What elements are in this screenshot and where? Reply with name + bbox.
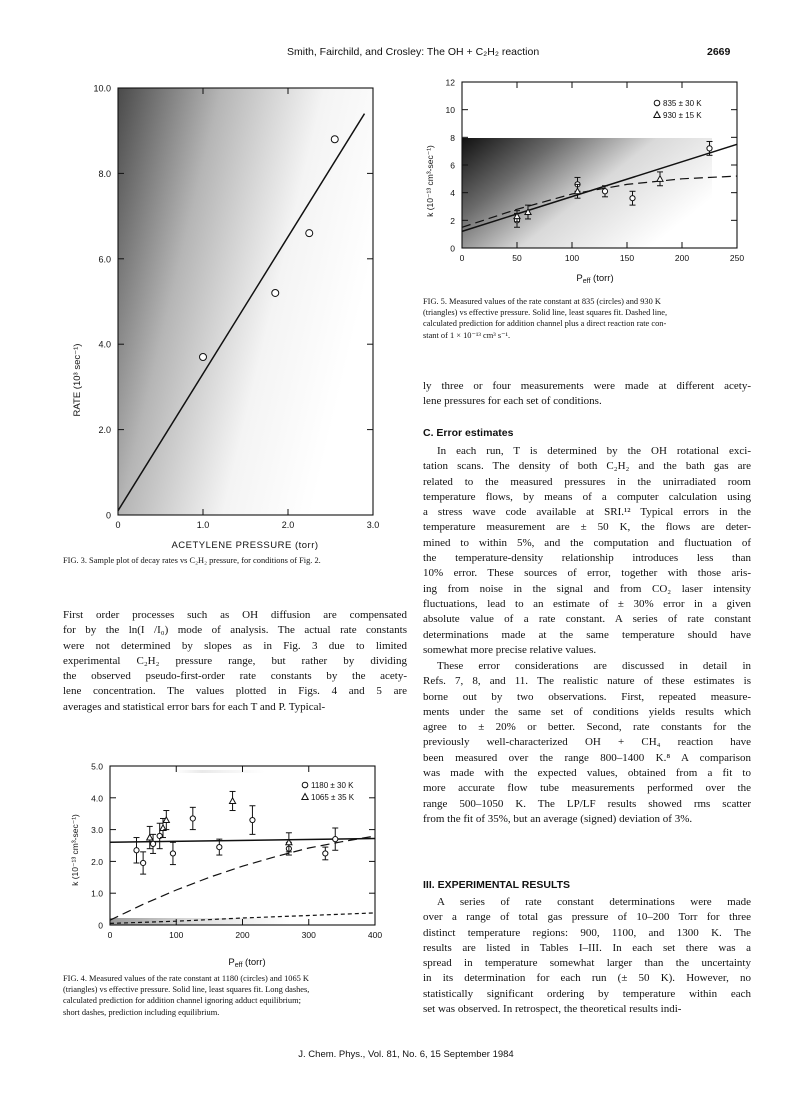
section-iii-heading: III. EXPERIMENTAL RESULTS	[423, 879, 571, 891]
text-line: These error considerations are discussed in detail in	[437, 660, 751, 672]
text-line: range 500–1050 K. The LP/LF results showed rms scatter	[423, 797, 751, 810]
text-line: in its determination for each run (± 50 K). However, no	[423, 972, 751, 985]
text-line: determinations made at the same temperature should have	[423, 628, 751, 641]
text-line: experimental C₂H₂ pressure range, but rather by dividing	[63, 654, 407, 667]
caption-line: (triangles) vs effective pressure. Solid line, least squares fit. Dashed line,	[423, 308, 668, 318]
x-tick-label: 0	[115, 520, 121, 530]
y-tick-label: 6.0	[98, 254, 111, 265]
text-line: temperature measurement are ± 50 K, the flows are deter-	[423, 521, 751, 534]
fig5-xlabel: $P_{eff}$ (torr)	[576, 273, 614, 285]
text-line: distinct temperature regions: 900, 1100, and 1300 K. The	[423, 926, 751, 939]
fig3-ylabel: RATE (10³ sec⁻¹)	[72, 343, 83, 417]
text-line: from the fit of 35%, but an average (signed) deviation of 3%.	[423, 812, 693, 825]
data-point-circle	[250, 817, 255, 822]
section-c-heading: C. Error estimates	[423, 427, 514, 439]
text-line: statistically significant ordering by temperature within each	[423, 987, 751, 1000]
fig4-plot-area	[91, 762, 382, 941]
legend-label: 835 ± 30 K	[663, 99, 702, 108]
text-line: ing from noise in the signal and from CO₂ laser intensity	[423, 582, 751, 595]
legend-label: 1180 ± 30 K	[311, 781, 354, 790]
left-column-paragraph	[63, 608, 407, 715]
y-tick-label: 12	[445, 77, 455, 88]
page-number: 2669	[707, 46, 731, 58]
text-line: ments under the same set of conditions yields results which	[423, 705, 751, 718]
figure-4-chart	[62, 758, 392, 973]
text-line: absolute value of a rate constant. A series of rate constant	[423, 613, 751, 626]
data-point-circle	[323, 851, 328, 856]
data-point-circle	[333, 837, 338, 842]
caption-line: FIG. 5. Measured values of the rate constant at 835 (circles) and 930 K	[423, 297, 661, 306]
legend-marker-circle	[302, 782, 308, 788]
text-line: A series of rate constant determinations were made	[437, 896, 751, 908]
data-point-triangle	[229, 798, 235, 804]
legend-label: 930 ± 15 K	[663, 111, 702, 120]
x-tick-label: 200	[235, 930, 250, 940]
y-tick-label: 0	[98, 920, 103, 931]
text-line: tation scans. The density of both C₂H₂ and the bath gas are	[423, 460, 751, 473]
y-tick-label: 8	[450, 132, 455, 143]
x-tick-label: 300	[301, 930, 316, 940]
legend-marker-circle	[654, 100, 660, 106]
text-line: a stress wave code available at SRI.¹² Typical errors in the	[423, 506, 751, 519]
text-line: Refs. 7, 8, and 11. The realistic nature of these estimates is	[423, 675, 751, 688]
text-line: In each run, T is determined by the OH rotational exci-	[437, 445, 751, 457]
x-tick-label: 50	[512, 253, 522, 263]
text-line: results are listed in Tables I–III. In each set there was a	[423, 941, 751, 954]
x-tick-label: 2.0	[281, 520, 295, 530]
x-tick-label: 200	[674, 253, 690, 263]
caption-line: short dashes, prediction including equilibrium.	[63, 1007, 220, 1017]
legend-marker-triangle	[302, 794, 308, 800]
figure-5-chart	[420, 76, 750, 286]
y-tick-label: 8.0	[98, 168, 111, 179]
text-line: First order processes such as OH diffusion are compensated	[63, 609, 407, 621]
fig4-xlabel: $P_{eff}$ (torr)	[228, 957, 266, 969]
y-tick-label: 6	[450, 160, 455, 171]
y-tick-label: 0	[105, 510, 111, 521]
fig5-shading	[462, 138, 712, 248]
section-c-paragraph	[423, 444, 751, 658]
data-point-circle	[190, 816, 195, 821]
x-tick-label: 3.0	[366, 520, 380, 530]
y-tick-label: 10	[445, 105, 455, 116]
fig4-top-band	[175, 770, 265, 773]
data-point-circle	[630, 196, 635, 201]
x-tick-label: 0	[107, 930, 113, 940]
text-line: lene pressures for each set of conditions.	[423, 395, 602, 408]
x-tick-label: 400	[367, 930, 383, 940]
fig5-ylabel: k (10⁻¹³ cm³-sec⁻¹)	[425, 145, 435, 217]
text-line: spread in temperature somewhat larger than the uncertainty	[423, 957, 751, 970]
data-point-circle	[707, 146, 712, 151]
caption-line: calculated prediction for addition channel plus a direct reaction rate con-	[423, 319, 667, 329]
caption-line: calculated prediction for addition channel ignoring adduct equilibrium;	[63, 996, 301, 1006]
figure-3-caption: FIG. 3. Sample plot of decay rates vs C₂H₂ pressure, for conditions of Fig. 2.	[63, 556, 321, 565]
y-tick-label: 1.0	[91, 888, 103, 899]
data-point-circle	[141, 860, 146, 865]
data-point-circle	[200, 354, 207, 361]
section-iii-paragraph	[423, 895, 751, 1017]
text-line: mined to within 5%, and the computation and fluctuation of	[423, 536, 751, 549]
x-tick-label: 1.0	[196, 520, 210, 530]
data-point-circle	[134, 848, 139, 853]
text-line: were not determined by slopes as in Fig. 3 due to limited	[63, 639, 407, 652]
text-line: agree to ± 20% or better. Second, rate constants for the	[423, 721, 751, 734]
text-line: been measured over the range 800–1400 K.⁸ A comparison	[423, 751, 751, 764]
text-line: the observed pseudo-first-order rate constants by the acety-	[63, 670, 407, 683]
text-line: the temperature-density relationship introduces less than	[423, 552, 751, 565]
y-tick-label: 10.0	[93, 83, 111, 94]
data-point-circle	[306, 230, 313, 237]
figure-3-chart	[62, 80, 392, 550]
section-c-paragraph-2	[423, 659, 751, 827]
text-line: for by the ln(I /I₀) mode of analysis. The actual rate constants	[63, 624, 407, 637]
y-tick-label: 4	[450, 188, 455, 199]
text-line: ly three or four measurements were made at different acety-	[423, 380, 751, 392]
y-tick-label: 4.0	[91, 793, 103, 804]
caption-line: (triangles) vs effective pressure. Solid line, least squares fit. Long dashes,	[63, 985, 310, 995]
fig3-xlabel: ACETYLENE PRESSURE (torr)	[171, 540, 319, 550]
data-point-circle	[602, 189, 607, 194]
text-line: borne out by two observations. First, repeated measure-	[423, 690, 751, 703]
text-line: fluctuations, lead to an estimate of ± 30% error in a given	[423, 597, 751, 610]
y-tick-label: 4.0	[98, 339, 111, 350]
text-line: previously well-characterized OH + CH₄ reaction have	[423, 736, 751, 749]
fig4-bottom-band	[110, 918, 290, 925]
caption-line: stant of 1 × 10⁻¹³ cm³ s⁻¹.	[423, 330, 511, 340]
text-line: somewhat more precise relative values.	[423, 643, 597, 656]
text-line: related to the measured pressures in the unirradiated room	[423, 475, 751, 488]
text-line: lene concentration. The values plotted in Figs. 4 and 5 are	[63, 685, 407, 698]
y-tick-label: 0	[450, 243, 455, 254]
y-tick-label: 3.0	[91, 825, 103, 836]
text-line: was made with the expected values, obtained from a fit to	[423, 767, 751, 780]
legend-label: 1065 ± 35 K	[311, 793, 355, 802]
right-intro-paragraph	[423, 379, 751, 410]
y-tick-label: 5.0	[91, 761, 103, 772]
running-title: Smith, Fairchild, and Crosley: The OH + C₂H₂ reaction	[287, 46, 540, 58]
data-point-triangle	[147, 834, 153, 840]
caption-line: FIG. 4. Measured values of the rate constant at 1180 (circles) and 1065 K	[63, 974, 309, 983]
figure-5-caption	[423, 296, 667, 341]
data-point-circle	[331, 136, 338, 143]
text-line: over a range of total gas pressure of 10–200 Torr for three	[423, 911, 751, 924]
fig3-shading	[118, 88, 373, 515]
text-line: averages and statistical error bars for each T and P. Typical-	[63, 700, 326, 713]
x-tick-label: 100	[564, 253, 580, 263]
x-tick-label: 100	[169, 930, 184, 940]
y-tick-label: 2.0	[98, 425, 111, 436]
data-point-circle	[170, 851, 175, 856]
x-tick-label: 0	[459, 253, 465, 263]
text-line: set was observed. In retrospect, the theoretical results indi-	[423, 1003, 682, 1016]
data-point-circle	[150, 841, 155, 846]
data-point-circle	[217, 844, 222, 849]
text-line: temperature flows, by means of a computer calculation using	[423, 490, 751, 503]
figure-4-caption	[63, 973, 309, 1018]
legend-marker-triangle	[654, 112, 660, 118]
text-line: more accurate flow tube measurements performed over the	[423, 782, 751, 795]
fig4-ylabel: k (10⁻¹³ cm³-sec⁻¹)	[70, 814, 80, 886]
x-tick-label: 250	[729, 253, 745, 263]
text-line: 10% error. These sources of error, together with those aris-	[423, 567, 751, 580]
x-tick-label: 150	[619, 253, 635, 263]
data-point-triangle	[163, 817, 169, 823]
y-tick-label: 2.0	[91, 856, 103, 867]
journal-footer: J. Chem. Phys., Vol. 81, No. 6, 15 September 1984	[298, 1049, 514, 1060]
data-point-circle	[272, 289, 279, 296]
y-tick-label: 2	[450, 215, 455, 226]
